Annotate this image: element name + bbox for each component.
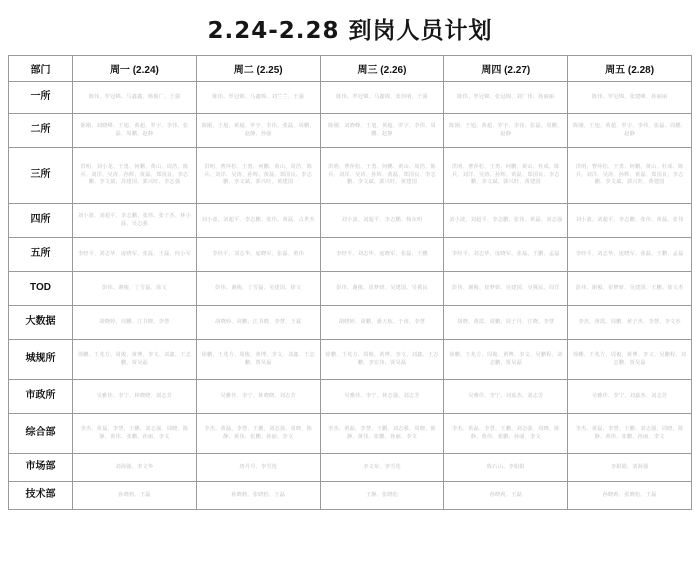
roster-cell: 李经平、刘志华、庞晓军、张磊、王磊、何小军 <box>73 238 197 272</box>
roster-cell: 徐鹏、王兆方、周俊、黄博、李文、刘鑫、王志鹏、贾昊磊 <box>196 340 320 380</box>
roster-cell: 王静、张晓松 <box>320 482 444 510</box>
dept-label: 二所 <box>9 114 73 148</box>
roster-cell: 陈刚、王旭、黄超、罗宇、李伟、张磊、周鹏、赵静、孙强 <box>196 114 320 148</box>
table-row <box>9 272 692 306</box>
roster-cell: 吴雅佳、李宁、林晓晓、刘志芳 <box>196 380 320 414</box>
roster-cell: 陈刚、王旭、黄超、罗宇、李伟、张磊、周鹏、赵静 <box>568 114 692 148</box>
roster-cell: 刘小波、刘超平、李志鹏、张伟、黄磊、刘志强 <box>444 204 568 238</box>
dept-label: 市场部 <box>9 454 73 482</box>
roster-cell: 胡晓婷、周鹏、潘天航、于涛、李慧 <box>320 306 444 340</box>
roster-cell: 孙晓莉、张晓松、王磊 <box>196 482 320 510</box>
roster-cell: 李杰、黄霞、周鹏、黄子杰、李慧、李文杰 <box>568 306 692 340</box>
table-row <box>9 306 692 340</box>
dept-label: 市政所 <box>9 380 73 414</box>
table-row <box>9 454 692 482</box>
roster-cell: 孙晓莉、王磊 <box>444 482 568 510</box>
roster-cell: 李文布、李雪莲 <box>320 454 444 482</box>
dept-label: TOD <box>9 272 73 306</box>
roster-cell: 陈伟、罗冠锦、张冠锦、刘广伟、孙丽丽 <box>444 82 568 114</box>
roster-cell: 彭伟、谢俊、丁雪磊、吴建国、徐文 <box>196 272 320 306</box>
roster-cell: 洪明、曹萍松、王勇、何鹏、黄山、杜成、陈兵、刘洋、吴涛、孙辉、黄磊、郑国良、李志鹏、李文斌、郭兴旺、黄建国 <box>444 148 568 204</box>
roster-cell: 陈刚、刘晓峰、王旭、黄超、罗宇、李伟、张磊、周鹏、赵静 <box>73 114 197 148</box>
table-row <box>9 340 692 380</box>
roster-cell: 李杰、黄磊、李慧、王鹏、刘志强、周晓、陈静、黄伟、张鹏、孙丽、李文 <box>196 414 320 454</box>
dept-label: 三所 <box>9 148 73 204</box>
column-header-dept: 部门 <box>9 56 73 82</box>
roster-cell: 陈伟、罗冠锦、张建峰、孙丽丽 <box>568 82 692 114</box>
column-header-wednesday: 周三 (2.26) <box>320 56 444 82</box>
roster-cell: 胡晓婷、周鹏、江书晓、李慧 <box>73 306 197 340</box>
table-row <box>9 148 692 204</box>
table-row <box>9 380 692 414</box>
roster-cell: 刘小波、刘超平、李志鹏、张伟、黄磊、占世杰 <box>196 204 320 238</box>
table-row <box>9 82 692 114</box>
roster-cell: 洪明、曹萍松、王勇、何鹏、黄山、周浩、陈兵、刘洋、吴涛、孙辉、黄磊、郑国良、李志鹏、李文斌、郭兴旺、黄建国 <box>320 148 444 204</box>
roster-cell: 陈伟、罗冠锦、马鑫鑫、杨俊广、王强 <box>73 82 197 114</box>
roster-cell: 刘小波、刘超平、李志鹏、杨东明 <box>320 204 444 238</box>
page-title: 2.24-2.28 到岗人员计划 <box>207 18 493 44</box>
roster-cell: 徐鹏、王兆方、周俊、黄博、李文、刘鑫、王志鹏、贾昊磊 <box>73 340 197 380</box>
table-row <box>9 204 692 238</box>
roster-cell: 李经平、刘志华、庞晓军、张磊、王鹏、孟磊 <box>568 238 692 272</box>
roster-cell: 陈刚、王旭、黄超、罗宇、李伟、张磊、周鹏、赵静 <box>444 114 568 148</box>
schedule-table-wrapper <box>0 55 700 510</box>
dept-label: 大数据 <box>9 306 73 340</box>
roster-cell: 吴雅佳、李宁、林晓晓、刘志芳 <box>73 380 197 414</box>
column-header-monday: 周一 (2.24) <box>73 56 197 82</box>
roster-cell: 陈伟、罗冠锦、马鑫锦、张伟明、王强 <box>320 82 444 114</box>
dept-label: 一所 <box>9 82 73 114</box>
column-header-thursday: 周四 (2.27) <box>444 56 568 82</box>
dept-label: 四所 <box>9 204 73 238</box>
roster-cell: 李杰、黄磊、李慧、王鹏、刘志强、周晓、陈静、黄伟、张鹏、孙丽、李文 <box>320 414 444 454</box>
roster-cell: 李经平、刘志华、庞晓军、张磊、王鹏 <box>320 238 444 272</box>
column-header-friday: 周五 (2.28) <box>568 56 692 82</box>
table-body <box>9 82 692 510</box>
column-header-tuesday: 周二 (2.25) <box>196 56 320 82</box>
roster-cell: 唐丹丹、李雪莲 <box>196 454 320 482</box>
roster-cell: 徐鹏、王兆方、周俊、黄博、李文、吴鹏程、刘志鹏、贾昊磊 <box>568 340 692 380</box>
roster-cell: 李杰、黄磊、李慧、王鹏、刘志强、周晓、陈静、黄伟、张鹏、孙丽、李文 <box>73 414 197 454</box>
roster-cell: 胡晓婷、周鹏、江书晓、李慧、王霖 <box>196 306 320 340</box>
roster-cell: 刘海强、李文华 <box>73 454 197 482</box>
roster-cell: 陈伟、罗冠锦、马鑫锦、刘兰兰、王强 <box>196 82 320 114</box>
roster-cell: 洪明、曹萍松、王勇、何鹏、黄山、杜成、陈兵、刘洋、吴涛、孙辉、黄磊、郑国良、李志鹏、李文斌、郭兴旺、黄建国 <box>568 148 692 204</box>
roster-cell: 彭伟、谢俊、崔梦妍、吴建国、吴冀民 <box>320 272 444 306</box>
roster-cell: 徐鹏、王兆方、周俊、黄博、李文、吴鹏程、刘志鹏、贾昊磊 <box>444 340 568 380</box>
roster-cell: 洪明、曹萍松、王勇、何鹏、黄山、周浩、陈兵、刘洋、吴涛、孙辉、黄磊、郑国良、李志鹏、李文斌、郭兴旺、黄建国 <box>196 148 320 204</box>
roster-cell: 李娟娟、刘海强 <box>568 454 692 482</box>
roster-cell: 彭伟、谢俊、丁雪磊、徐文 <box>73 272 197 306</box>
roster-cell: 陈石山、李娟娟 <box>444 454 568 482</box>
roster-cell: 李杰、黄磊、李慧、王鹏、刘志强、周晓、陈静、黄伟、张鹏、孙丽、李文 <box>568 414 692 454</box>
dept-label: 综合部 <box>9 414 73 454</box>
table-row <box>9 414 692 454</box>
roster-cell: 李经平、刘志华、庞晓军、张磊、王鹏、孟磊 <box>444 238 568 272</box>
table-row <box>9 482 692 510</box>
table-row <box>9 114 692 148</box>
roster-cell: 彭伟、谢俊、崔梦妍、吴建国、吴冀民、周洋 <box>444 272 568 306</box>
schedule-table <box>8 55 692 510</box>
table-header <box>9 56 692 82</box>
roster-cell: 徐鹏、王兆方、周俊、黄博、李文、刘鑫、王志鹏、李宏伟、贾昊磊 <box>320 340 444 380</box>
roster-cell: 吴雅佳、李宁、刘嘉杰、刘志芳 <box>444 380 568 414</box>
table-row <box>9 238 692 272</box>
roster-cell: 吴雅佳、李宁、林志强、刘志芳 <box>320 380 444 414</box>
dept-label: 城规所 <box>9 340 73 380</box>
roster-cell: 孙晓莉、王磊 <box>73 482 197 510</box>
dept-label: 技术部 <box>9 482 73 510</box>
roster-cell: 刘小波、刘超平、李志鹏、张伟、张子杰、林小磊、吴志强 <box>73 204 197 238</box>
header-row <box>9 56 692 82</box>
roster-cell: 吴雅佳、李宁、刘嘉杰、刘志芳 <box>568 380 692 414</box>
roster-cell: 洪明、刘小龙、王勇、何鹏、黄山、周浩、陈兵、刘洋、吴涛、孙辉、黄磊、郑国良、李志鹏、李文斌、苏建国、郭兴旺、李志强 <box>73 148 197 204</box>
roster-cell: 胡晓、黄霞、周鹏、周子丹、江晓、李慧 <box>444 306 568 340</box>
roster-cell: 彭伟、谢俊、崔梦妍、吴建国、王鹏、徐文杰 <box>568 272 692 306</box>
dept-label: 五所 <box>9 238 73 272</box>
roster-cell: 陈刚、刘晓峰、王旭、黄超、罗宇、李伟、周鹏、赵静 <box>320 114 444 148</box>
roster-cell: 李杰、黄磊、李慧、王鹏、刘志强、周晓、陈静、黄伟、张鹏、孙丽、李文 <box>444 414 568 454</box>
roster-cell: 李经平、刘志华、庞晓军、张磊、黄伟 <box>196 238 320 272</box>
roster-cell: 孙晓莉、张晓松、王磊 <box>568 482 692 510</box>
roster-cell: 刘小波、刘超平、李志鹏、张伟、黄磊、张伟 <box>568 204 692 238</box>
